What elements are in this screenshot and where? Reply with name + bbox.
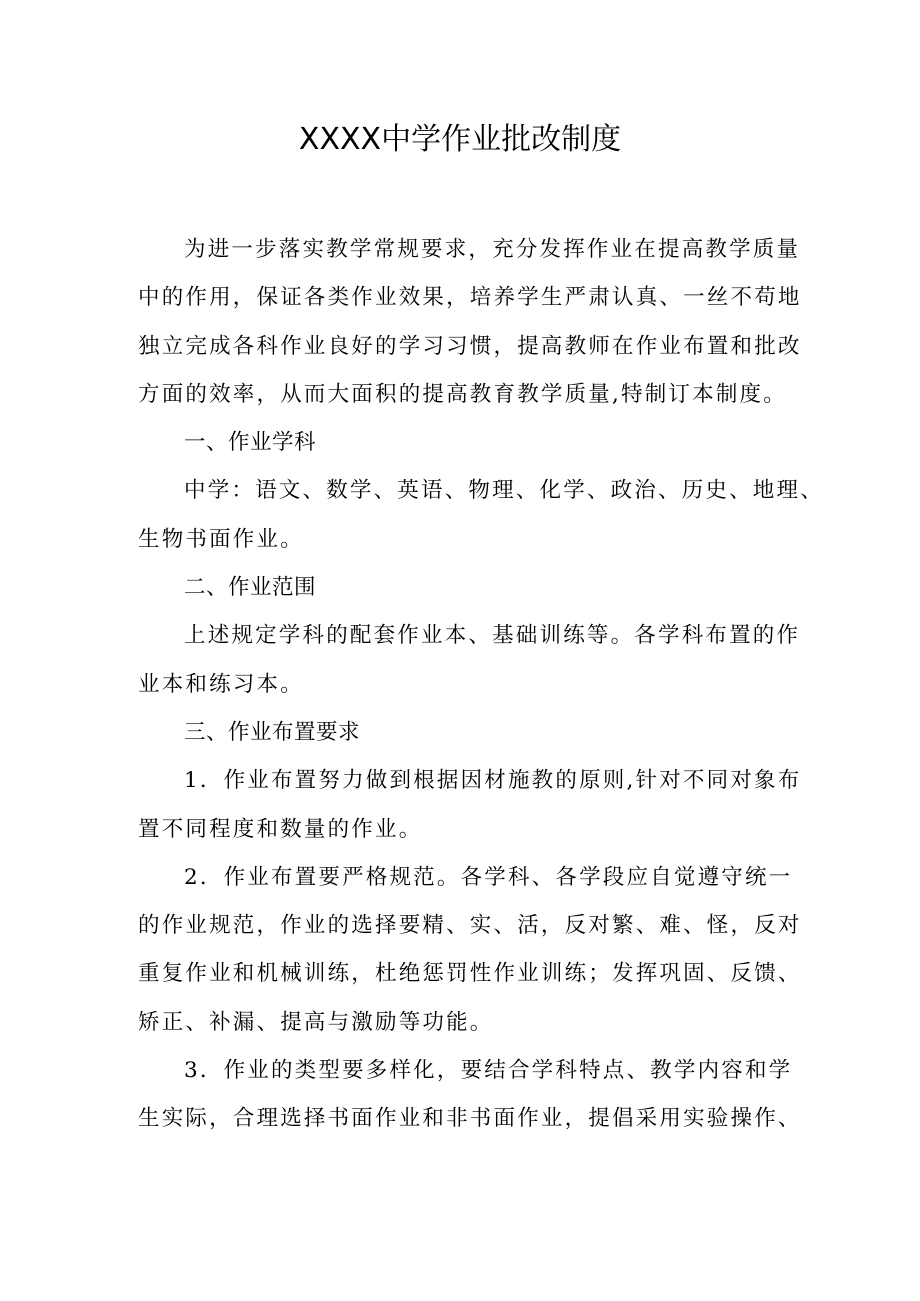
document-body <box>138 226 824 1144</box>
paragraph-line: 的作业规范，作业的选择要精、实、活，反对繁、难、怪，反对 <box>138 913 802 939</box>
paragraph-line: 上述规定学科的配套作业本、基础训练等。各学科布置的作 <box>184 623 801 649</box>
section-requirements <box>138 709 803 1144</box>
section-heading: 三、作业布置要求 <box>184 719 361 745</box>
paragraph-line: 生实际，合理选择书面作业和非书面作业，提倡采用实验操作、 <box>138 1106 802 1132</box>
paragraph-line: 置不同程度和数量的作业。 <box>138 816 423 842</box>
paragraph-line: 中的作用，保证各类作业效果，培养学生严肃认真、一丝不苟地 <box>138 285 802 311</box>
section-scope <box>138 564 803 709</box>
paragraph-line: 为进一步落实教学常规要求，充分发挥作业在提高教学质量 <box>184 237 801 262</box>
paragraph-line: 矫正、补漏、提高与激励等功能。 <box>138 1009 494 1035</box>
paragraph-line: 业本和练习本。 <box>138 671 304 697</box>
requirement-item-3 <box>138 1047 803 1144</box>
paragraph-line: 重复作业和机械训练，杜绝惩罚性作业训练；发挥巩固、反馈、 <box>138 961 802 987</box>
intro-paragraph <box>138 226 803 419</box>
paragraph-line: 方面的效率，从而大面积的提高教育教学质量,特制订本制度。 <box>138 381 787 407</box>
paragraph-line: 3．作业的类型要多样化，要结合学科特点、教学内容和学 <box>184 1058 793 1084</box>
requirement-item-2 <box>138 854 803 1047</box>
paragraph-line: 1．作业布置努力做到根据因材施教的原则,针对不同对象布 <box>184 768 802 794</box>
section-subjects <box>138 419 824 564</box>
paragraph-line: 独立完成各科作业良好的学习习惯，提高教师在作业布置和批改 <box>138 333 802 359</box>
page-title: XXXX中学作业批改制度 <box>298 122 622 157</box>
section-heading: 一、作业学科 <box>184 430 317 456</box>
section-heading: 二、作业范围 <box>184 575 317 601</box>
paragraph-line: 中学：语文、数学、英语、物理、化学、政治、历史、地理、 <box>184 478 824 504</box>
paragraph-line: 生物书面作业。 <box>138 526 304 552</box>
requirement-item-1 <box>138 757 803 854</box>
paragraph-line: 2．作业布置要严格规范。各学科、各学段应自觉遵守统一 <box>184 864 793 890</box>
